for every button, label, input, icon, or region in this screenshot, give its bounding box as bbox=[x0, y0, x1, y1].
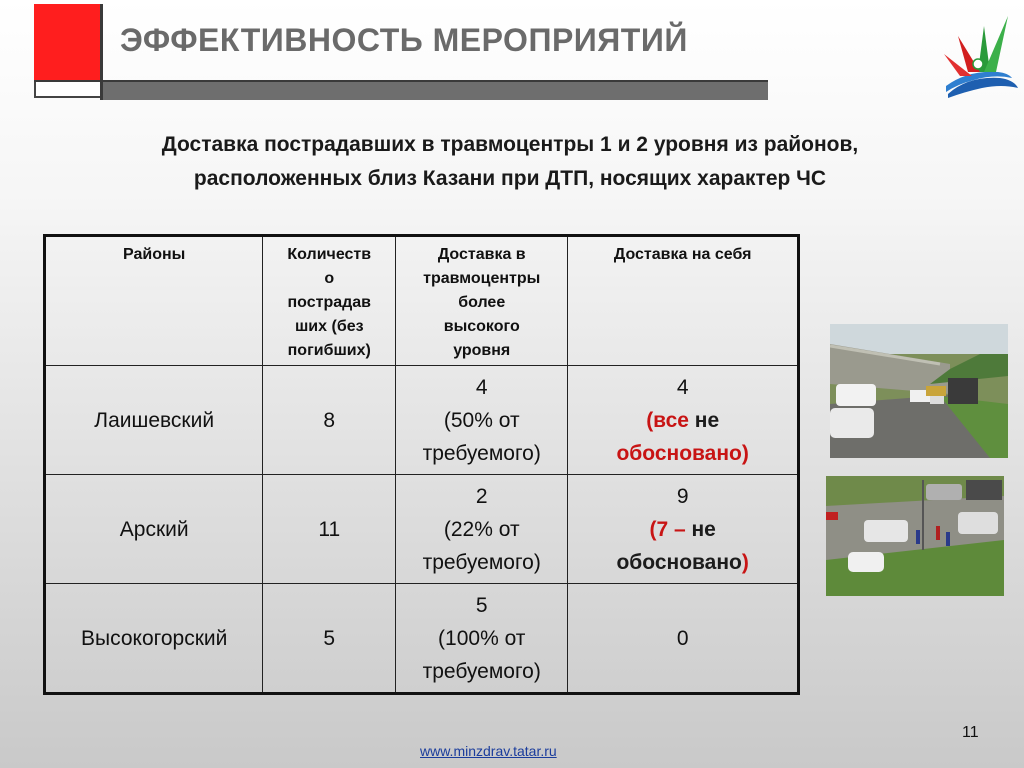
cell-self: 0 bbox=[568, 584, 799, 694]
header-gray-bar bbox=[103, 82, 768, 100]
header-white-block bbox=[34, 80, 100, 98]
cell-higher: 5 (100% от требуемого) bbox=[396, 584, 568, 694]
header-red-block bbox=[34, 4, 100, 80]
cell-higher: 2 (22% от требуемого) bbox=[396, 475, 568, 584]
cell-self: 9 (7 – не обосновано) bbox=[568, 475, 799, 584]
subtitle-line-1: Доставка пострадавших в травмоцентры 1 и 2 уровня из районов, bbox=[161, 133, 859, 156]
header-self-delivery: Доставка на себя bbox=[568, 236, 799, 366]
cell-district: Лаишевский bbox=[45, 366, 263, 475]
subtitle-line-2: расположенных близ Казани при ДТП, носящих характер ЧС bbox=[193, 167, 827, 190]
cell-count: 11 bbox=[263, 475, 396, 584]
cell-district: Высокогорский bbox=[45, 584, 263, 694]
cell-self: 4 (все не обосновано) bbox=[568, 366, 799, 475]
delivery-table bbox=[43, 234, 800, 695]
header-victims-count: Количеств о пострадав ших (без погибших) bbox=[263, 236, 396, 366]
cell-higher: 4 (50% от требуемого) bbox=[396, 366, 568, 475]
website-link[interactable]: www.minzdrav.tatar.ru bbox=[420, 743, 557, 759]
cell-count: 8 bbox=[263, 366, 396, 475]
table-row bbox=[45, 584, 799, 694]
table-row bbox=[45, 475, 799, 584]
accident-photo-highway bbox=[830, 324, 1008, 458]
table-header-row bbox=[45, 236, 799, 366]
page-title: ЭФФЕКТИВНОСТЬ МЕРОПРИЯТИЙ bbox=[120, 22, 688, 58]
accident-photo-street bbox=[826, 476, 1004, 596]
ministry-logo-icon bbox=[938, 6, 1020, 104]
slide-subtitle bbox=[40, 128, 980, 196]
page-number: 11 bbox=[962, 724, 979, 741]
cell-count: 5 bbox=[263, 584, 396, 694]
cell-district: Арский bbox=[45, 475, 263, 584]
header-districts: Районы bbox=[45, 236, 263, 366]
header-higher-level-delivery: Доставка в травмоцентры более высокого уровня bbox=[396, 236, 568, 366]
table-row bbox=[45, 366, 799, 475]
